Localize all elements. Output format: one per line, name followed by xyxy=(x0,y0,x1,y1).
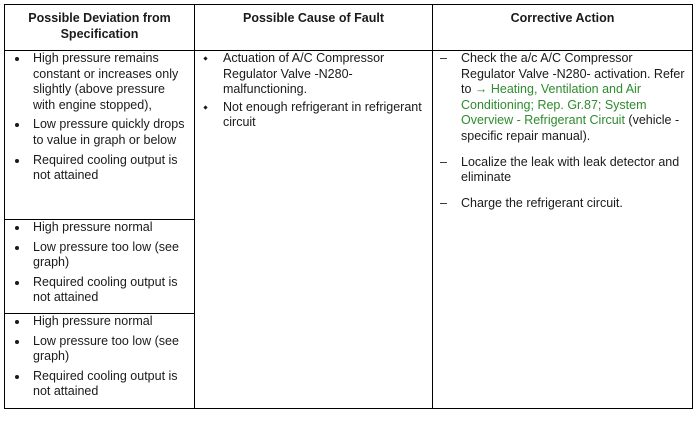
list-item: High pressure normal xyxy=(5,220,194,236)
fault-diagnosis-table xyxy=(4,4,693,409)
deviation-cell-3 xyxy=(5,314,195,409)
list-item: Not enough refrigerant in refrigerant circuit xyxy=(195,100,432,131)
deviation-list-1 xyxy=(5,51,194,184)
list-item: High pressure normal xyxy=(5,314,194,330)
deviation-cell-2 xyxy=(5,220,195,314)
list-item xyxy=(433,51,692,145)
list-item: Required cooling output is not attained xyxy=(5,275,194,306)
action-suffix: (vehicle -specific repair manual). xyxy=(461,113,680,143)
header-cause: Possible Cause of Fault xyxy=(195,5,433,51)
action-list xyxy=(433,51,692,211)
header-action: Corrective Action xyxy=(433,5,693,51)
deviation-cell-1 xyxy=(5,51,195,220)
cause-cell xyxy=(195,51,433,409)
list-item: – Localize the leak with leak detector and eliminate xyxy=(433,155,692,186)
action-text: Check the a/c A/C Compressor Regulator Valve -N280- activation. Refer to xyxy=(461,51,685,97)
list-item: Low pressure quickly drops to value in graph or below xyxy=(5,117,194,148)
list-item: Required cooling output is not attained xyxy=(5,153,194,184)
list-item: Required cooling output is not attained xyxy=(5,369,194,400)
list-item: Low pressure too low (see graph) xyxy=(5,240,194,271)
list-item: Low pressure too low (see graph) xyxy=(5,334,194,365)
repair-manual-link[interactable]: → Heating, Ventilation and Air Conditioning; Rep. Gr.87; System Overview - Refrigerant Circuit xyxy=(461,82,647,128)
list-item: High pressure remains constant or increases only slightly (above pressure with engine stopped), xyxy=(5,51,194,113)
action-cell xyxy=(433,51,693,409)
list-item: Actuation of A/C Compressor Regulator Valve -N280- malfunctioning. xyxy=(195,51,432,98)
header-deviation: Possible Deviation from Specification xyxy=(5,5,195,51)
table-header-row xyxy=(5,5,693,51)
list-item: – Charge the refrigerant circuit. xyxy=(433,196,692,212)
table-row xyxy=(5,51,693,220)
deviation-list-2 xyxy=(5,220,194,306)
cause-list xyxy=(195,51,432,131)
deviation-list-3 xyxy=(5,314,194,400)
